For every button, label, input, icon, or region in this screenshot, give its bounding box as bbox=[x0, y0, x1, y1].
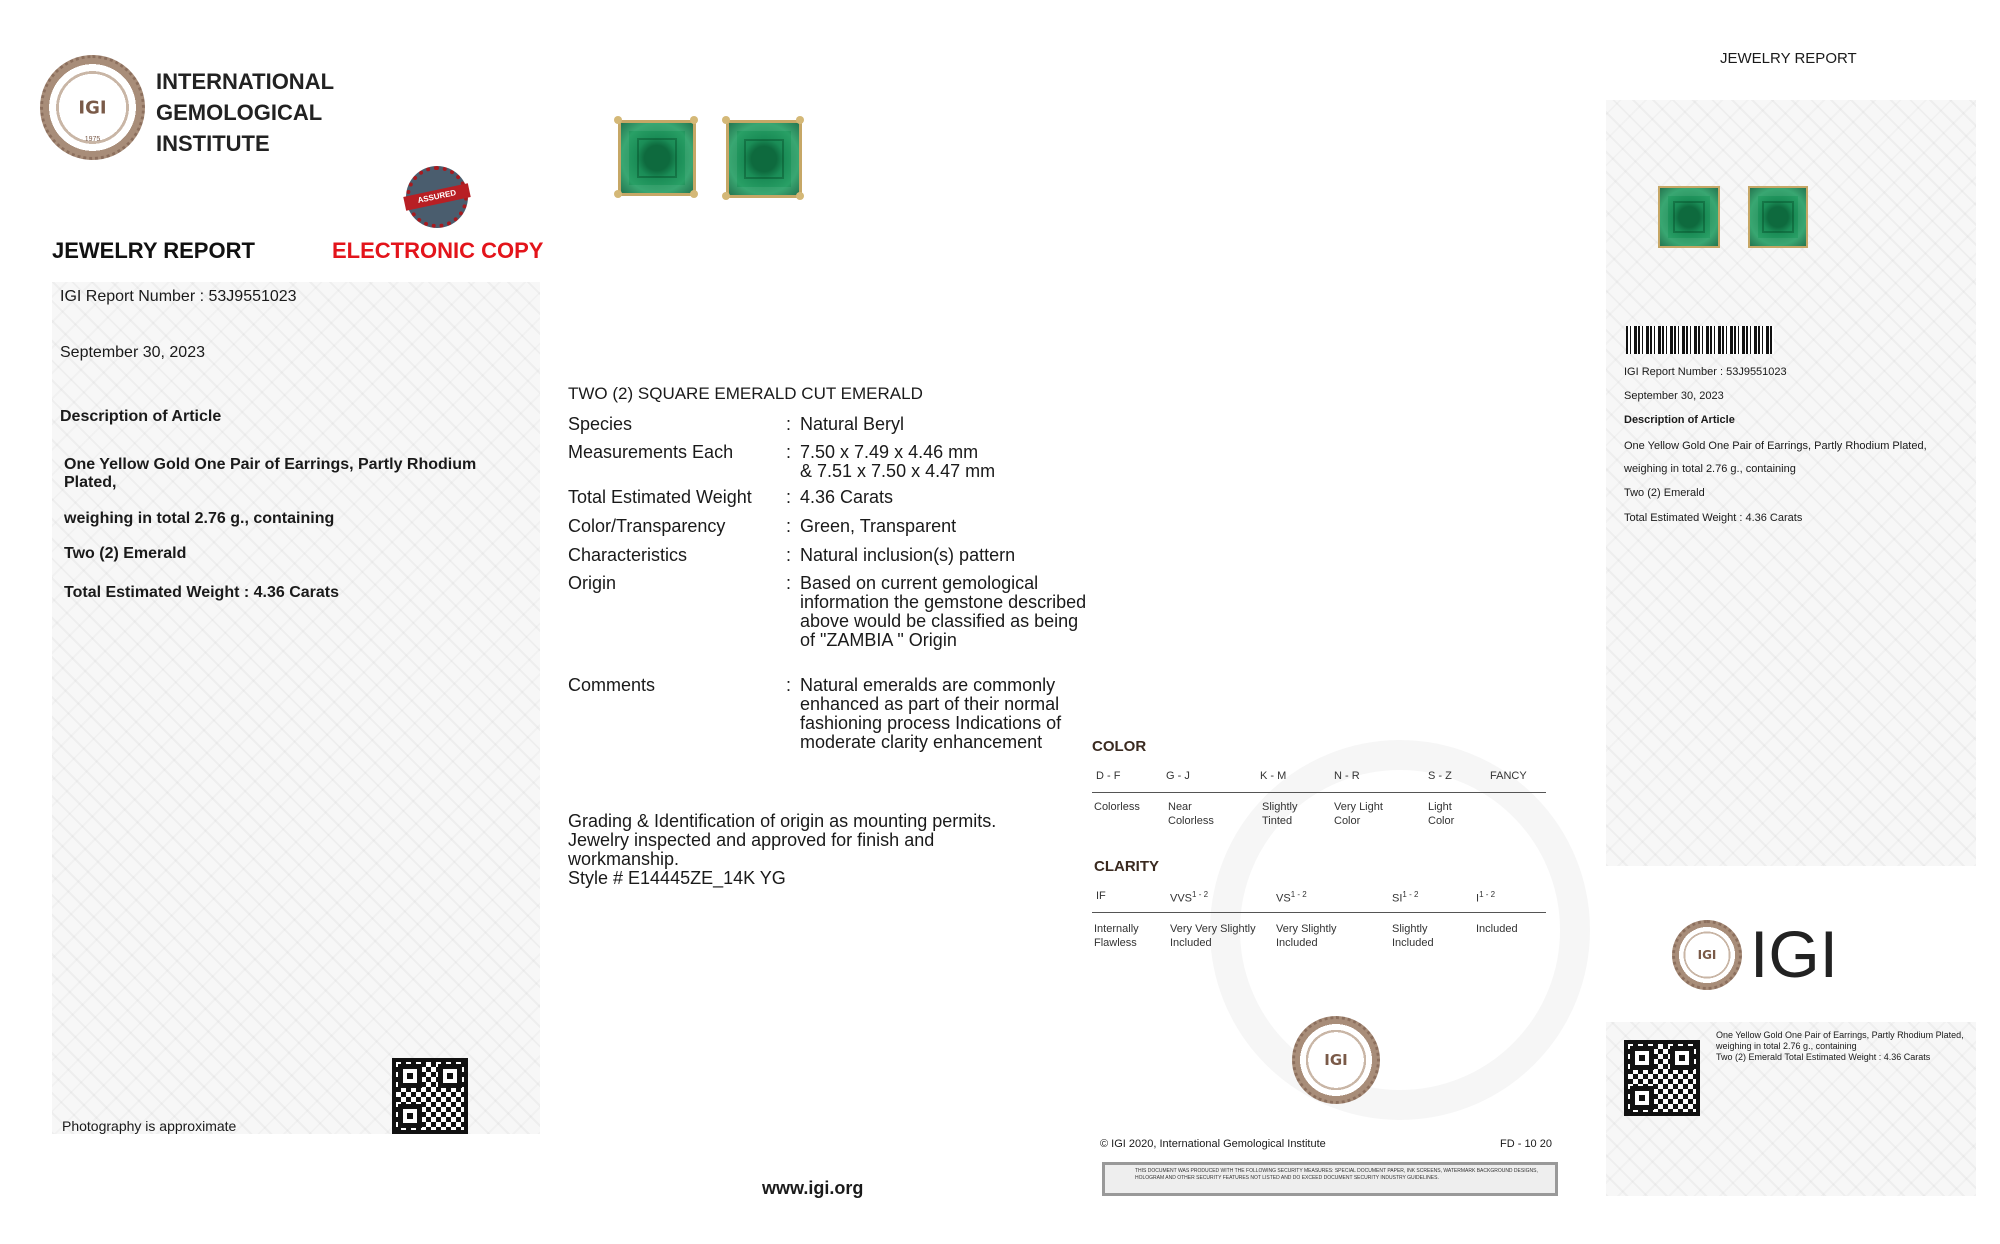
color-grade: D - F bbox=[1096, 770, 1121, 782]
specs-footer bbox=[568, 812, 1028, 888]
spec-value bbox=[800, 443, 1090, 481]
emerald-stone-left bbox=[618, 120, 696, 196]
igi-seal-bottom bbox=[1292, 1016, 1380, 1104]
spec-value: Based on current gemological information the gemstone described above would be classified as being of "ZAMBIA " Origin bbox=[800, 573, 1087, 650]
spec-label: Measurements Each bbox=[568, 442, 734, 462]
specs-heading: TWO (2) SQUARE EMERALD CUT EMERALD bbox=[568, 384, 923, 403]
clarity-scale-divider bbox=[1092, 912, 1546, 913]
seal-year: 1975 bbox=[84, 136, 101, 143]
color-grade: S - Z bbox=[1428, 770, 1452, 782]
color-grade: N - R bbox=[1334, 770, 1360, 782]
igi-big-logo: IGI bbox=[1750, 917, 1839, 991]
color-desc: Colorless bbox=[1094, 801, 1140, 813]
right-report-number: IGI Report Number : 53J9551023 bbox=[1624, 366, 1787, 378]
report-title: JEWELRY REPORT bbox=[52, 238, 255, 263]
spec-value-line1: 7.50 x 7.49 x 4.46 mm bbox=[800, 442, 979, 462]
spec-value: Natural Beryl bbox=[800, 414, 905, 434]
right-footer-line2: weighing in total 2.76 g., containing bbox=[1716, 1041, 1857, 1051]
spec-value: Natural emeralds are commonly enhanced as part of their normal fashioning process Indications of moderate clarity enhancement bbox=[800, 675, 1062, 752]
seal-right-text: IGI bbox=[1697, 948, 1717, 962]
color-scale-heading: COLOR bbox=[1092, 738, 1147, 755]
clarity-desc: Very Slightly Included bbox=[1276, 923, 1337, 949]
spec-label: Species bbox=[568, 414, 633, 434]
assured-badge bbox=[406, 166, 468, 228]
right-description-heading: Description of Article bbox=[1624, 414, 1735, 426]
spec-colon: : bbox=[786, 442, 792, 462]
spec-colon: : bbox=[786, 487, 792, 507]
qr-code-left bbox=[392, 1058, 468, 1134]
color-grade: K - M bbox=[1260, 770, 1287, 782]
color-desc: Light Color bbox=[1428, 801, 1455, 827]
clarity-desc: Slightly Included bbox=[1392, 923, 1434, 949]
seal-bottom-text: IGI bbox=[1324, 1051, 1348, 1069]
right-description-line2: weighing in total 2.76 g., containing bbox=[1624, 463, 1796, 475]
clarity-grade: VS$^{1 - 2}$ bbox=[1276, 890, 1307, 905]
institute-name-line3: INSTITUTE bbox=[156, 131, 270, 156]
institute-name-line1: INTERNATIONAL bbox=[156, 69, 335, 94]
description-line1: One Yellow Gold One Pair of Earrings, Partly Rhodium Plated, bbox=[64, 456, 477, 491]
assured-ribbon: ASSURED bbox=[403, 183, 470, 210]
specs-footer-line2: Jewelry inspected and approved for finish and workmanship. bbox=[568, 830, 935, 869]
color-grade: G - J bbox=[1166, 770, 1190, 782]
spec-label: Color/Transparency bbox=[568, 516, 726, 536]
right-footer-line3: Two (2) Emerald Total Estimated Weight : 4.36 Carats bbox=[1716, 1052, 1931, 1062]
report-number: IGI Report Number : 53J9551023 bbox=[60, 288, 297, 305]
right-footer-text bbox=[1716, 1030, 1972, 1063]
barcode bbox=[1626, 326, 1774, 354]
spec-value: 4.36 Carats bbox=[800, 487, 894, 507]
seal-logo-text: IGI bbox=[78, 97, 107, 118]
right-description-line1: One Yellow Gold One Pair of Earrings, Partly Rhodium Plated, bbox=[1624, 440, 1927, 452]
website-link[interactable]: www.igi.org bbox=[762, 1178, 864, 1198]
institute-name-line2: GEMOLOGICAL bbox=[156, 100, 323, 125]
color-desc: Near Colorless bbox=[1168, 801, 1214, 827]
description-line3: Two (2) Emerald bbox=[64, 545, 187, 562]
photo-note: Photography is approximate bbox=[62, 1118, 237, 1134]
clarity-desc: Included bbox=[1476, 923, 1518, 935]
clarity-scale-heading: CLARITY bbox=[1094, 858, 1159, 875]
spec-colon: : bbox=[786, 573, 792, 593]
spec-value-line2: & 7.51 x 7.50 x 4.47 mm bbox=[800, 461, 996, 481]
emerald-thumb-left bbox=[1658, 186, 1720, 248]
spec-label: Comments bbox=[568, 675, 656, 695]
igi-seal-logo bbox=[40, 55, 145, 160]
spec-label: Total Estimated Weight bbox=[568, 487, 752, 507]
security-notice-box bbox=[1102, 1162, 1558, 1196]
clarity-grade: SI$^{1 - 2}$ bbox=[1392, 890, 1419, 905]
electronic-copy-label: ELECTRONIC COPY bbox=[332, 238, 544, 263]
right-description-line3: Two (2) Emerald bbox=[1624, 487, 1705, 499]
spec-value: Natural inclusion(s) pattern bbox=[800, 545, 1016, 565]
right-report-date: September 30, 2023 bbox=[1624, 390, 1724, 402]
color-scale-divider bbox=[1092, 792, 1546, 793]
spec-label: Characteristics bbox=[568, 545, 688, 565]
spec-value: Green, Transparent bbox=[800, 516, 957, 536]
spec-colon: : bbox=[786, 675, 792, 695]
clarity-grade: $I^{1 - 2}$ bbox=[1476, 890, 1496, 905]
clarity-desc: Very Very Slightly Included bbox=[1170, 923, 1256, 949]
specs-footer-line1: Grading & Identification of origin as mounting permits. bbox=[568, 811, 997, 831]
description-heading: Description of Article bbox=[60, 408, 222, 425]
right-description-line4: Total Estimated Weight : 4.36 Carats bbox=[1624, 512, 1803, 524]
description-line2: weighing in total 2.76 g., containing bbox=[64, 510, 335, 527]
security-notice-text: THIS DOCUMENT WAS PRODUCED WITH THE FOLLOWING SECURITY MEASURES: SPECIAL DOCUMENT PAPER, INK SCREENS, WATERMARK BACKGROUND DESIGNS, HOLOGRAM AND OTHER SECURITY FEATURES NOT LISTED AND DO EXCEED DOCUMENT SECURITY INDUSTRY GUIDELINES. bbox=[1135, 1168, 1538, 1181]
institute-name bbox=[156, 66, 334, 159]
emerald-stone-right bbox=[726, 120, 802, 198]
clarity-grade: IF bbox=[1096, 890, 1106, 902]
spec-colon: : bbox=[786, 545, 792, 565]
qr-code-right bbox=[1624, 1040, 1700, 1116]
form-code: FD - 10 20 bbox=[1500, 1138, 1552, 1150]
igi-seal-right bbox=[1672, 920, 1742, 990]
spec-label: Origin bbox=[568, 573, 617, 593]
color-desc: Very Light Color bbox=[1334, 801, 1383, 827]
color-grade: FANCY bbox=[1490, 770, 1527, 782]
report-date: September 30, 2023 bbox=[60, 344, 205, 361]
emerald-thumb-right bbox=[1748, 186, 1808, 248]
description-line4: Total Estimated Weight : 4.36 Carats bbox=[64, 584, 340, 601]
right-report-title: JEWELRY REPORT bbox=[1720, 50, 1857, 67]
clarity-grade: VVS$^{1 - 2}$ bbox=[1170, 890, 1209, 905]
spec-colon: : bbox=[786, 414, 792, 434]
right-footer-line1: One Yellow Gold One Pair of Earrings, Partly Rhodium Plated, bbox=[1716, 1030, 1964, 1040]
color-desc: Slightly Tinted bbox=[1262, 801, 1298, 827]
style-number: Style # E14445ZE_14K YG bbox=[568, 868, 786, 888]
clarity-desc: Internally Flawless bbox=[1094, 923, 1139, 949]
copyright-text: © IGI 2020, International Gemological Institute bbox=[1100, 1138, 1326, 1150]
spec-colon: : bbox=[786, 516, 792, 536]
